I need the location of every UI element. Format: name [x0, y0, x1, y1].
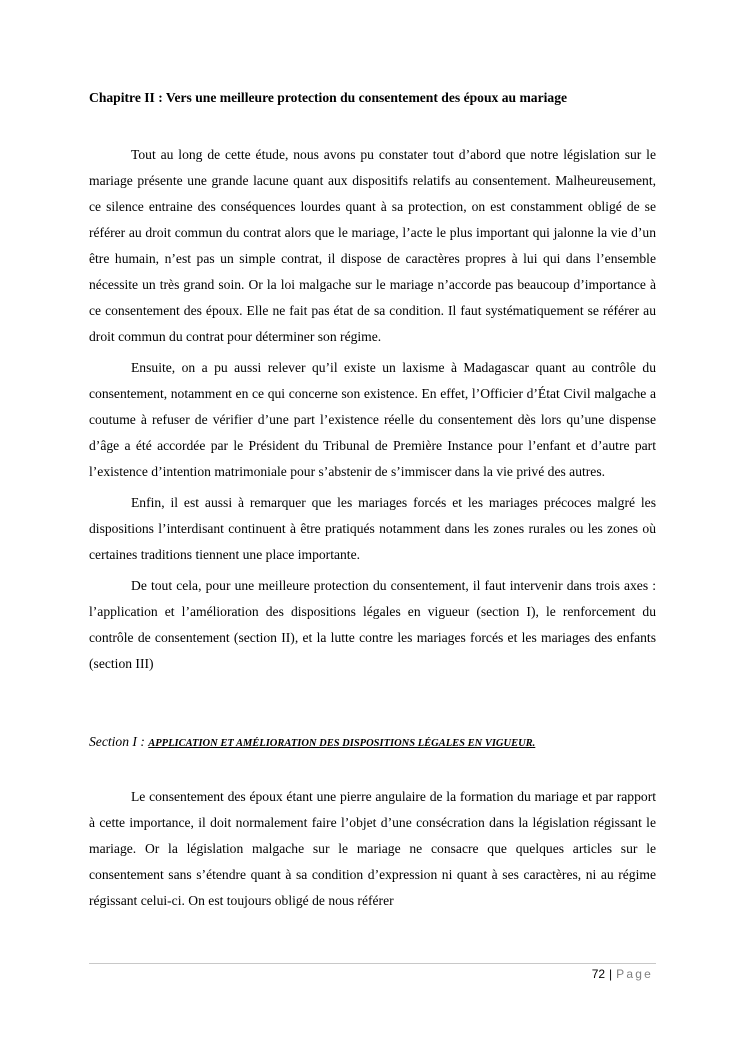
intro-paragraph-2: Ensuite, on a pu aussi relever qu’il existe un laxisme à Madagascar quant au contrôle du consentement, notamment en ce qui concerne son existence. En effet, l’Officier d’État Civil malgache a coutume à refuser de vérifier d’une part l’existence réelle du consentement dès lors qu’une dispense d’âge a été accordée par le Président du Tribunal de Première Instance pour l’enfant et d’autre part l’existence d’intention matrimoniale pour s’abstenir de s’immiscer dans la vie privé des autres. — [89, 360, 656, 479]
section-prefix: Section I : — [89, 734, 149, 749]
section-paragraph: Le consentement des époux étant une pierre angulaire de la formation du mariage et par rapport à cette importance, il doit normalement faire l’objet d’une consécration dans la législation régissant le mariage. Or la législation malgache sur le mariage ne consacre que quelques articles sur le consentement sans s’étendre quant à sa condition d’expression ni quant à ses caractères, ni au régime régissant celui-ci. On est toujours obligé de nous référer — [89, 789, 656, 908]
intro-paragraph-3: Enfin, il est aussi à remarquer que les mariages forcés et les mariages précoces malgré les dispositions l’interdisant continuent à être pratiqués notamment dans les zones rurales ou les zones où certaines traditions tiennent une place importante. — [89, 495, 656, 562]
section-title: APPLICATION ET AMÉLIORATION DES DISPOSITIONS LÉGALES EN VIGUEUR. — [148, 738, 536, 749]
footer-divider — [89, 963, 656, 964]
page-content — [89, 88, 656, 914]
section-heading — [89, 732, 656, 754]
chapter-title: Chapitre II : Vers une meilleure protection du consentement des époux au mariage — [89, 90, 568, 105]
page-number: 72 — [591, 967, 606, 981]
intro-paragraph-1: Tout au long de cette étude, nous avons pu constater tout d’abord que notre législation sur le mariage présente une grande lacune quant aux dispositifs relatifs au consentement. Malheureusement, ce silence entraine des conséquences lourdes quant à sa protection, on est constamment obligé de se référer au droit commun du contrat alors que le mariage, l’acte le plus important qui jalonne la vie d’un être humain, n’est pas un simple contrat, il dispose de caractères propres à lui qui dans l’ensemble nécessite un très grand soin. Or la loi malgache sur le mariage n’accorde pas beaucoup d’importance à ce consentement des époux. Elle ne fait pas état de sa condition. Il faut systématiquement se référer au droit commun du contrat pour déterminer son régime. — [89, 147, 656, 344]
page-label: Page — [616, 967, 653, 981]
page-footer — [592, 966, 653, 982]
footer-separator: | — [609, 967, 613, 981]
intro-paragraph-4: De tout cela, pour une meilleure protection du consentement, il faut intervenir dans trois axes : l’application et l’amélioration des dispositions légales en vigueur (section I), le renforcement du contrôle de consentement (section II), et la lutte contre les mariages forcés et les mariages des enfants (section III) — [89, 578, 656, 671]
